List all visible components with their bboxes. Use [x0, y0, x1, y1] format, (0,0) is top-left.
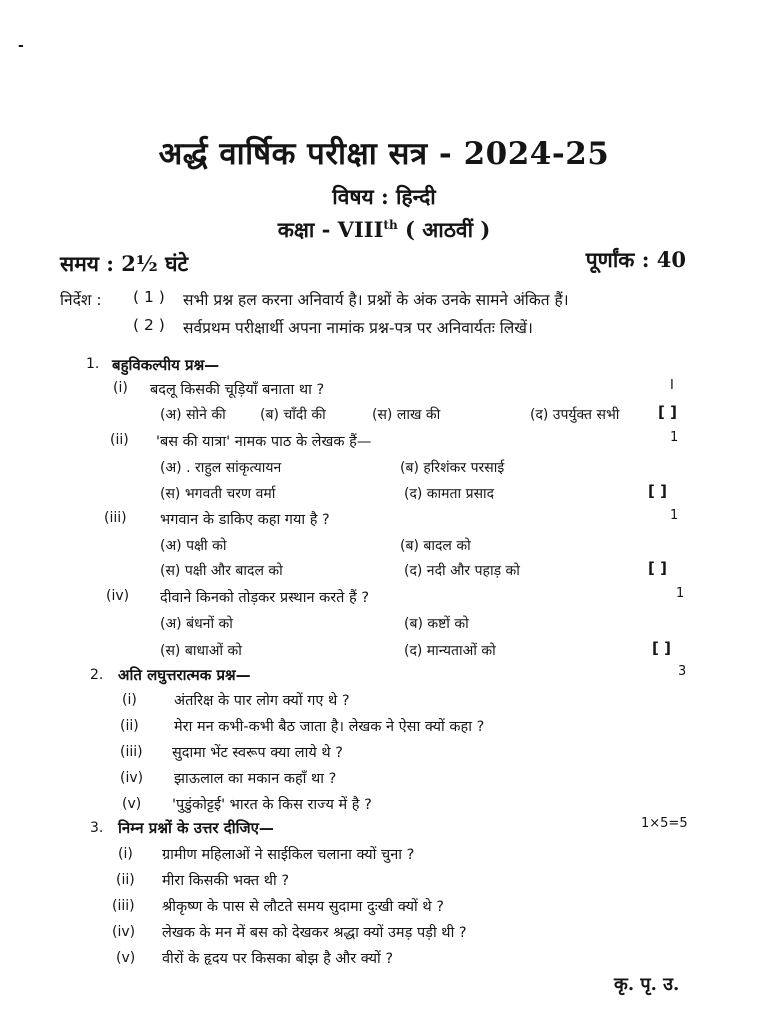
option-b: (ब) कष्टों को: [404, 616, 469, 632]
full-marks: पूर्णांक : 40: [585, 247, 686, 272]
option-b: (ब) बादल को: [400, 538, 471, 554]
question-text: बदलू किसकी चूड़ियाँ बनाता था ?: [150, 382, 325, 398]
instruction-text: सभी प्रश्न हल करना अनिवार्य है। प्रश्नों के अंक उनके सामने अंकित हैं।: [183, 291, 569, 309]
question-text: ग्रामीण महिलाओं ने साईकिल चलाना क्यों चुना ?: [162, 847, 415, 863]
class-sup: th: [383, 218, 398, 232]
answer-bracket: [ ]: [652, 639, 671, 657]
question-marks: 1: [670, 430, 679, 445]
question-marks: I: [670, 378, 674, 393]
question-number: (v): [122, 796, 142, 812]
option-b: (ब) चाँदी की: [260, 407, 326, 423]
section-number: 2.: [90, 667, 104, 683]
question-text: लेखक के मन में बस को देखकर श्रद्धा क्यों उमड़ पड़ी थी ?: [162, 925, 467, 941]
section-number: 1.: [86, 356, 100, 372]
section-heading: अति लघुत्तरात्मक प्रश्न—: [118, 666, 251, 684]
question-text: झाऊलाल का मकान कहाँ था ?: [174, 771, 337, 787]
answer-bracket: [ ]: [648, 482, 667, 500]
time-allowed: समय : 2½ घंटे: [60, 251, 189, 276]
question-marks: 1: [670, 508, 679, 523]
answer-bracket: [ ]: [648, 559, 667, 577]
question-text: मेरा मन कभी-कभी बैठ जाता है। लेखक ने ऐसा क्यों कहा ?: [174, 719, 485, 735]
section-number: 3.: [90, 820, 104, 836]
instruction-text: सर्वप्रथम परीक्षार्थी अपना नामांक प्रश्न-पत्र पर अनिवार्यतः लिखें।: [183, 319, 533, 337]
question-number: (iii): [112, 898, 135, 914]
subject-line: विषय : हिन्दी: [332, 184, 436, 209]
instructions-label: निर्देश :: [60, 291, 102, 309]
question-number: (ii): [120, 718, 139, 734]
page-mark: -: [18, 38, 24, 54]
question-number: (iii): [120, 744, 143, 760]
question-number: (i): [122, 692, 137, 708]
section-heading: बहुविकल्पीय प्रश्न—: [112, 356, 220, 374]
option-d: (द) कामता प्रसाद: [404, 486, 495, 502]
exam-title: अर्द्ध वार्षिक परीक्षा सत्र - 2024-25: [158, 136, 610, 172]
question-number: (iv): [120, 770, 144, 786]
section-marks: 1×5=5: [641, 816, 688, 831]
question-text: भगवान के डाकिए कहा गया है ?: [160, 512, 330, 528]
option-c: (स) लाख की: [372, 407, 441, 423]
class-prefix: कक्षा - VIII: [277, 217, 384, 242]
option-d: (द) उपर्युक्त सभी: [530, 407, 620, 423]
question-number: (iii): [104, 510, 127, 526]
question-number: (ii): [116, 872, 135, 888]
instruction-num: ( 1 ): [133, 288, 165, 306]
question-number: (i): [118, 846, 133, 862]
question-text: श्रीकृष्ण के पास से लौटते समय सुदामा दुःखी क्यों थे ?: [162, 899, 444, 915]
question-text: 'पुडुंकोट्टई' भारत के किस राज्य में है ?: [172, 797, 372, 813]
option-b: (ब) हरिशंकर परसाई: [400, 460, 505, 476]
class-line: [0, 216, 768, 244]
answer-bracket: [ ]: [658, 403, 677, 421]
option-a: (अ) . राहुल सांकृत्यायन: [160, 460, 282, 476]
option-c: (स) पक्षी और बादल को: [160, 563, 283, 579]
question-number: (v): [116, 950, 136, 966]
section-marks: 3: [678, 664, 687, 679]
instruction-num: ( 2 ): [133, 316, 165, 334]
option-c: (स) भगवती चरण वर्मा: [160, 486, 276, 502]
question-number: (ii): [110, 432, 129, 448]
option-a: (अ) बंधनों को: [160, 616, 233, 632]
question-text: अंतरिक्ष के पार लोग क्यों गए थे ?: [174, 693, 350, 709]
option-d: (द) नदी और पहाड़ को: [404, 563, 520, 579]
option-a: (अ) सोने की: [160, 407, 226, 423]
question-text: मीरा किसकी भक्त थी ?: [162, 873, 290, 889]
class-suffix: ( आठवीं ): [405, 217, 491, 242]
section-heading: निम्न प्रश्नों के उत्तर दीजिए—: [118, 819, 274, 837]
option-a: (अ) पक्षी को: [160, 538, 227, 554]
question-text: वीरों के हृदय पर किसका बोझ है और क्यों ?: [162, 951, 394, 967]
question-marks: 1: [676, 586, 685, 601]
question-number: (i): [113, 380, 128, 396]
question-number: (iv): [106, 588, 130, 604]
question-text: सुदामा भेंट स्वरूप क्या लाये थे ?: [172, 745, 343, 761]
question-text: 'बस की यात्रा' नामक पाठ के लेखक हैं—: [156, 434, 372, 450]
question-text: दीवाने किनको तोड़कर प्रस्थान करते हैं ?: [160, 590, 370, 606]
option-d: (द) मान्यताओं को: [404, 643, 496, 659]
page-over-note: कृ. पृ. उ.: [614, 974, 680, 995]
option-c: (स) बाधाओं को: [160, 643, 242, 659]
question-number: (iv): [112, 924, 136, 940]
